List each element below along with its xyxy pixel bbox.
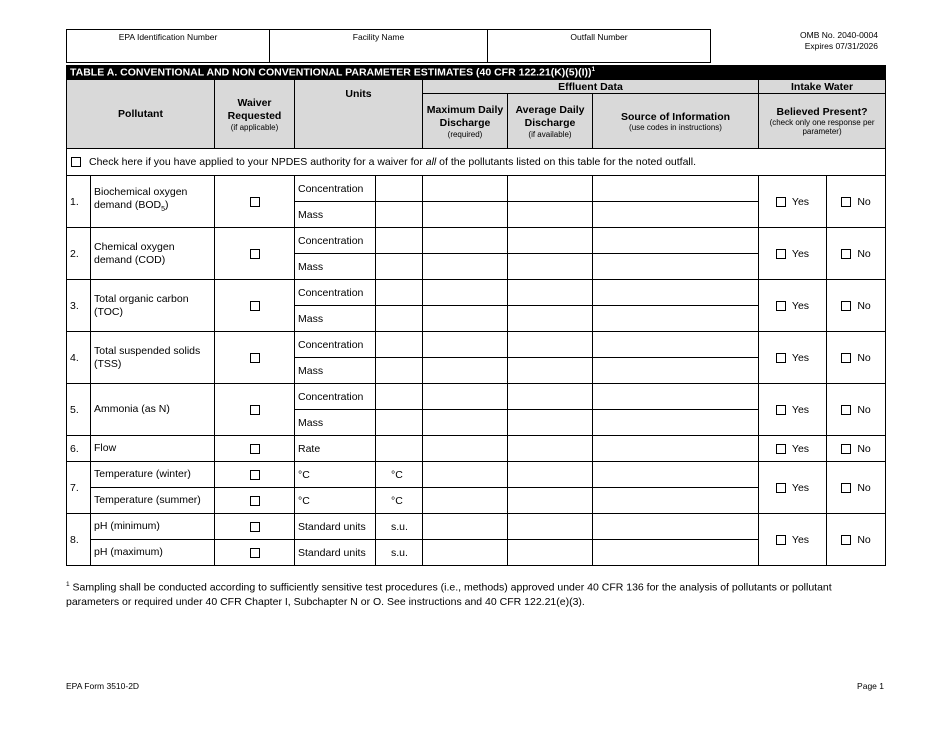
waiver-checkbox[interactable]: [250, 249, 260, 259]
max-daily-input[interactable]: [423, 462, 508, 488]
waiver-checkbox[interactable]: [250, 496, 260, 506]
no-cell: [827, 384, 886, 436]
unit-label: Standard units: [295, 540, 376, 566]
outfall-number-label: Outfall Number: [570, 32, 628, 42]
no-checkbox[interactable]: [841, 483, 851, 493]
max-daily-input[interactable]: [423, 228, 508, 254]
source-input[interactable]: [593, 280, 759, 306]
source-input[interactable]: [593, 202, 759, 228]
avg-daily-input[interactable]: [508, 332, 593, 358]
unit-abbrev: °C: [376, 488, 423, 514]
unit-label: °C: [295, 488, 376, 514]
max-daily-input[interactable]: [423, 410, 508, 436]
yes-checkbox[interactable]: [776, 249, 786, 259]
no-cell: [827, 462, 886, 514]
no-cell: [827, 228, 886, 280]
yes-checkbox[interactable]: [776, 444, 786, 454]
yes-checkbox[interactable]: [776, 535, 786, 545]
waiver-checkbox[interactable]: [250, 301, 260, 311]
avg-daily-input[interactable]: [508, 228, 593, 254]
max-daily-input[interactable]: [423, 306, 508, 332]
max-daily-input[interactable]: [423, 280, 508, 306]
avg-daily-input[interactable]: [508, 514, 593, 540]
source-input[interactable]: [593, 228, 759, 254]
omb-info: [800, 30, 878, 52]
waiver-cell: [215, 280, 295, 332]
yes-cell: [759, 228, 827, 280]
max-daily-header: Maximum Daily Discharge (required): [423, 94, 508, 149]
unit-label: Concentration: [295, 332, 376, 358]
avg-daily-input[interactable]: [508, 488, 593, 514]
source-input[interactable]: [593, 384, 759, 410]
footnote: [66, 578, 866, 609]
table-row: [67, 436, 886, 462]
omb-number: OMB No. 2040-0004: [800, 30, 878, 40]
table-row: [67, 384, 886, 410]
yes-cell: [759, 436, 827, 462]
effluent-data-header: Effluent Data: [423, 80, 759, 94]
unit-input[interactable]: [376, 358, 423, 384]
pollutant-name: Chemical oxygen demand (COD): [91, 228, 215, 280]
yes-checkbox[interactable]: [776, 353, 786, 363]
no-checkbox[interactable]: [841, 301, 851, 311]
source-input[interactable]: [593, 358, 759, 384]
yes-label: Yes: [791, 481, 810, 494]
unit-label: Mass: [295, 254, 376, 280]
yes-cell: [759, 462, 827, 514]
yes-label: Yes: [791, 299, 810, 312]
yes-cell: [759, 280, 827, 332]
row-number: 7.: [67, 462, 91, 514]
max-daily-input[interactable]: [423, 540, 508, 566]
waiver-checkbox[interactable]: [250, 353, 260, 363]
row-number: 1.: [67, 176, 91, 228]
source-input[interactable]: [593, 436, 759, 462]
waiver-cell: [215, 488, 295, 514]
waiver-note-post: of the pollutants listed on this table for the noted outfall.: [436, 156, 697, 168]
footnote-marker: 1: [66, 581, 70, 588]
pollutant-name: Biochemical oxygen demand $(BOD_5)$: [91, 176, 215, 228]
table-row: [67, 228, 886, 254]
facility-name-label: Facility Name: [352, 32, 405, 42]
waiver-checkbox[interactable]: [250, 470, 260, 480]
yes-label: Yes: [791, 351, 810, 364]
row-number: 3.: [67, 280, 91, 332]
waiver-cell: [215, 514, 295, 540]
avg-daily-header: Average Daily Discharge (if available): [508, 94, 593, 149]
avg-daily-input[interactable]: [508, 280, 593, 306]
source-input[interactable]: [593, 332, 759, 358]
max-daily-input[interactable]: [423, 358, 508, 384]
no-label: No: [857, 533, 871, 546]
yes-cell: [759, 332, 827, 384]
form-number: EPA Form 3510-2D: [66, 681, 140, 691]
row-number: 4.: [67, 332, 91, 384]
parameter-estimates-table: [66, 65, 886, 566]
table-row: [67, 280, 886, 306]
waiver-all-cell: [67, 149, 886, 176]
avg-daily-input[interactable]: [508, 358, 593, 384]
avg-daily-input[interactable]: [508, 462, 593, 488]
unit-abbrev: s.u.: [376, 540, 423, 566]
waiver-checkbox[interactable]: [250, 522, 260, 532]
no-label: No: [857, 351, 871, 364]
unit-label: Mass: [295, 358, 376, 384]
source-header: Source of Information (use codes in instructions): [593, 94, 759, 149]
no-label: No: [857, 442, 871, 455]
yes-cell: [759, 514, 827, 566]
unit-input[interactable]: [376, 254, 423, 280]
no-checkbox[interactable]: [841, 249, 851, 259]
outfall-number-field[interactable]: [488, 30, 710, 62]
no-label: No: [857, 481, 871, 494]
no-label: No: [857, 247, 871, 260]
no-cell: [827, 176, 886, 228]
avg-daily-input[interactable]: [508, 202, 593, 228]
no-checkbox[interactable]: [841, 405, 851, 415]
yes-checkbox[interactable]: [776, 405, 786, 415]
max-daily-input[interactable]: [423, 384, 508, 410]
avg-daily-input[interactable]: [508, 306, 593, 332]
table-row: [67, 176, 886, 202]
no-cell: [827, 332, 886, 384]
pollutant-name: Flow: [91, 436, 215, 462]
avg-daily-input[interactable]: [508, 384, 593, 410]
waiver-header: Waiver Requested (if applicable): [215, 80, 295, 149]
yes-label: Yes: [791, 533, 810, 546]
unit-input[interactable]: [376, 436, 423, 462]
avg-daily-input[interactable]: [508, 540, 593, 566]
yes-label: Yes: [791, 247, 810, 260]
source-input[interactable]: [593, 176, 759, 202]
unit-label: Standard units: [295, 514, 376, 540]
row-number: 8.: [67, 514, 91, 566]
avg-daily-input[interactable]: [508, 410, 593, 436]
identification-header: [66, 29, 711, 63]
unit-label: Mass: [295, 306, 376, 332]
yes-checkbox[interactable]: [776, 197, 786, 207]
waiver-cell: [215, 436, 295, 462]
avg-daily-input[interactable]: [508, 254, 593, 280]
unit-input[interactable]: [376, 202, 423, 228]
unit-input[interactable]: [376, 410, 423, 436]
waiver-all-checkbox[interactable]: [71, 157, 81, 167]
no-cell: [827, 436, 886, 462]
waiver-cell: [215, 228, 295, 280]
pollutant-name: Temperature (summer): [91, 488, 215, 514]
no-cell: [827, 280, 886, 332]
no-checkbox[interactable]: [841, 353, 851, 363]
unit-label: Concentration: [295, 384, 376, 410]
waiver-checkbox[interactable]: [250, 405, 260, 415]
source-input[interactable]: [593, 410, 759, 436]
unit-label: °C: [295, 462, 376, 488]
unit-input[interactable]: [376, 332, 423, 358]
waiver-note-pre: Check here if you have applied to your NPDES authority for a waiver for: [89, 156, 426, 168]
source-input[interactable]: [593, 488, 759, 514]
unit-label: Concentration: [295, 228, 376, 254]
unit-input[interactable]: [376, 280, 423, 306]
source-input[interactable]: [593, 462, 759, 488]
pollutant-header: Pollutant: [67, 80, 215, 149]
unit-input[interactable]: [376, 228, 423, 254]
unit-label: Concentration: [295, 280, 376, 306]
waiver-checkbox[interactable]: [250, 548, 260, 558]
footnote-text: Sampling shall be conducted according to sufficiently sensitive test procedures (i.e., methods) approved under 40 CFR 136 for the analysis of pollutants or pollutant parameters or required under 40 CFR Chapter I, Subchapter N or O. See instructions and 40 CFR 122.21(e)(3).: [66, 581, 832, 608]
waiver-checkbox[interactable]: [250, 197, 260, 207]
unit-label: Mass: [295, 410, 376, 436]
table-title: TABLE A. CONVENTIONAL AND NON CONVENTIONAL PARAMETER ESTIMATES (40 CFR 122.21(K)(5)(I))$^1$: [67, 66, 886, 80]
waiver-cell: [215, 176, 295, 228]
pollutant-name: Temperature (winter): [91, 462, 215, 488]
pollutant-name: pH (minimum): [91, 514, 215, 540]
expiration-date: Expires 07/31/2026: [804, 41, 878, 51]
unit-input[interactable]: [376, 384, 423, 410]
max-daily-input[interactable]: [423, 514, 508, 540]
max-daily-input[interactable]: [423, 254, 508, 280]
no-cell: [827, 514, 886, 566]
epa-id-label: EPA Identification Number: [118, 32, 218, 42]
max-daily-input[interactable]: [423, 436, 508, 462]
no-checkbox[interactable]: [841, 197, 851, 207]
facility-name-field[interactable]: [270, 30, 488, 62]
source-input[interactable]: [593, 254, 759, 280]
source-input[interactable]: [593, 514, 759, 540]
waiver-all-row: [67, 149, 886, 176]
yes-cell: [759, 384, 827, 436]
avg-daily-input[interactable]: [508, 436, 593, 462]
unit-label: Mass: [295, 202, 376, 228]
max-daily-input[interactable]: [423, 332, 508, 358]
yes-cell: [759, 176, 827, 228]
waiver-cell: [215, 384, 295, 436]
row-number: 5.: [67, 384, 91, 436]
no-checkbox[interactable]: [841, 535, 851, 545]
row-number: 6.: [67, 436, 91, 462]
max-daily-input[interactable]: [423, 202, 508, 228]
waiver-cell: [215, 462, 295, 488]
no-checkbox[interactable]: [841, 444, 851, 454]
unit-input[interactable]: [376, 306, 423, 332]
waiver-cell: [215, 332, 295, 384]
max-daily-input[interactable]: [423, 176, 508, 202]
no-label: No: [857, 195, 871, 208]
waiver-note-em: all: [425, 156, 437, 168]
unit-label: Concentration: [295, 176, 376, 202]
table-row: [67, 332, 886, 358]
units-header: Units: [295, 80, 423, 149]
unit-abbrev: s.u.: [376, 514, 423, 540]
pollutant-name: Total suspended solids (TSS): [91, 332, 215, 384]
source-input[interactable]: [593, 540, 759, 566]
believed-present-header: Believed Present? (check only one response per parameter): [759, 94, 886, 149]
yes-checkbox[interactable]: [776, 483, 786, 493]
source-input[interactable]: [593, 306, 759, 332]
unit-input[interactable]: [376, 176, 423, 202]
avg-daily-input[interactable]: [508, 176, 593, 202]
table-row: [67, 462, 886, 488]
waiver-checkbox[interactable]: [250, 444, 260, 454]
unit-abbrev: °C: [376, 462, 423, 488]
pollutant-name: pH (maximum): [91, 540, 215, 566]
yes-label: Yes: [791, 442, 810, 455]
yes-label: Yes: [791, 403, 810, 416]
max-daily-input[interactable]: [423, 488, 508, 514]
yes-label: Yes: [791, 195, 810, 208]
row-number: 2.: [67, 228, 91, 280]
waiver-cell: [215, 540, 295, 566]
table-title-row: [67, 66, 886, 80]
no-label: No: [857, 403, 871, 416]
epa-id-field[interactable]: [67, 30, 270, 62]
no-label: No: [857, 299, 871, 312]
page-number: Page 1: [857, 681, 884, 691]
pollutant-name: Total organic carbon (TOC): [91, 280, 215, 332]
intake-water-header: Intake Water: [759, 80, 886, 94]
yes-checkbox[interactable]: [776, 301, 786, 311]
table-row: [67, 514, 886, 540]
pollutant-name: Ammonia (as N): [91, 384, 215, 436]
unit-label: Rate: [295, 436, 376, 462]
